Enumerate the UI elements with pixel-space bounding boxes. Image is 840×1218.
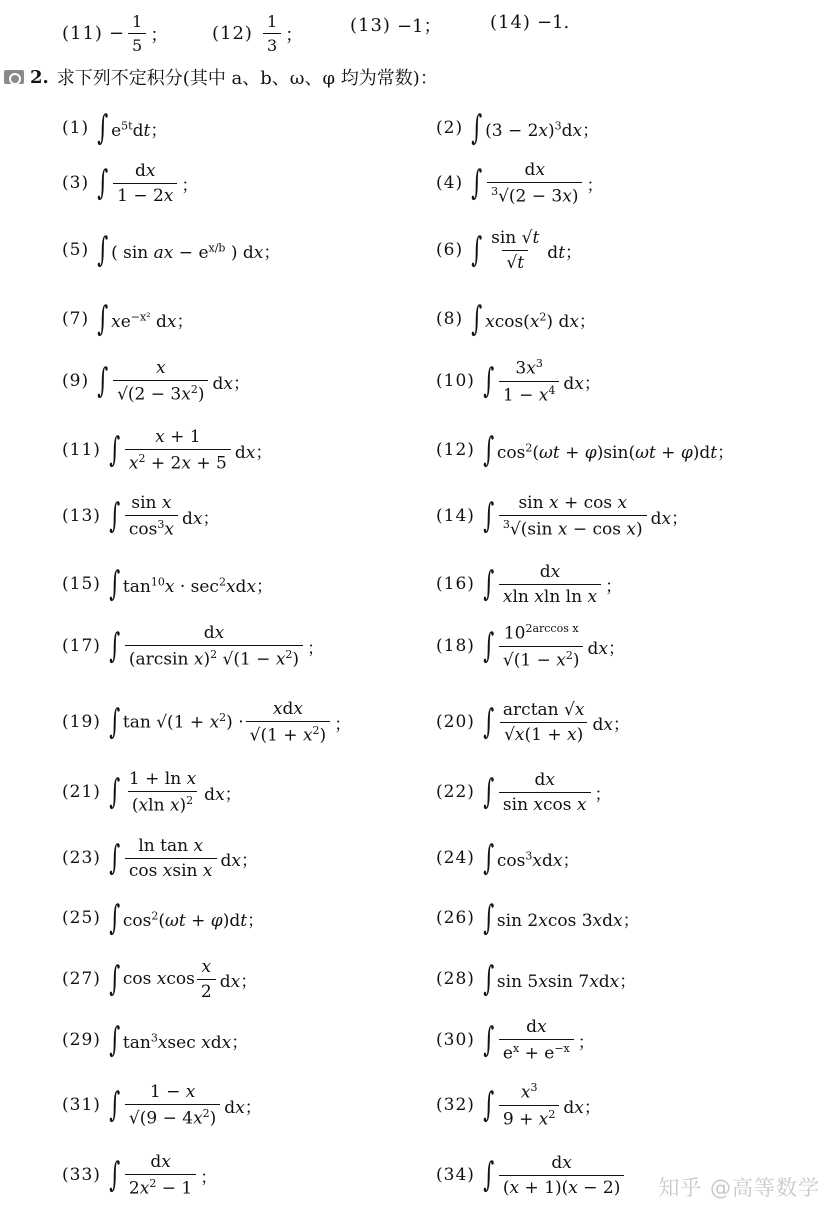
problem-label: (20) <box>436 712 475 732</box>
integrand-fraction <box>197 957 216 1002</box>
integrand: $(3 - 2x)^3dx$； <box>485 118 600 141</box>
denominator: $√(1 + x^2)$ <box>246 721 331 746</box>
integrand: sin 2xcos 3xdx； <box>496 910 640 931</box>
denominator: (arcsin x)$^2$ $√(1 - x^2)$ <box>125 645 303 670</box>
integral-problem <box>62 888 264 948</box>
answer-value: −1； <box>396 16 442 37</box>
integral-sign: ∫ <box>109 959 121 999</box>
answer-label: (14) <box>490 12 531 33</box>
integral-sign: ∫ <box>109 564 121 604</box>
previous-answer <box>212 12 303 55</box>
integral-problem <box>436 888 640 948</box>
integrand-suffix: dx； <box>563 373 601 394</box>
numerator: $x^3$ <box>520 1080 538 1103</box>
key-icon <box>4 70 24 84</box>
problem-label: (1) <box>62 118 90 138</box>
integral-sign: ∫ <box>471 108 483 148</box>
integrand-fraction <box>125 1082 220 1129</box>
integrand-suffix: ； <box>181 175 199 196</box>
integrand-suffix: ； <box>594 784 612 805</box>
integrand-suffix: dx； <box>592 714 630 735</box>
integral-problem <box>62 98 167 158</box>
integral-sign: ∫ <box>109 430 121 470</box>
integral-sign: ∫ <box>97 299 109 339</box>
numerator: dx <box>526 1016 547 1037</box>
denominator: $√(1 - x^2)$ <box>499 646 584 671</box>
integrand-fraction <box>487 160 582 207</box>
integral-problem <box>62 828 258 888</box>
integrand-fraction <box>499 493 647 540</box>
integral-problem <box>436 420 734 480</box>
problem-label: (30) <box>436 1030 475 1050</box>
integral-sign: ∫ <box>483 772 495 812</box>
numerator: dx <box>134 160 156 181</box>
integrand-fraction <box>113 161 177 206</box>
integral-problem <box>436 1075 601 1135</box>
integral-problem <box>436 949 636 1009</box>
denominator: $^3$√(sin x − cos x) <box>499 515 647 540</box>
integrand-suffix: ； <box>605 576 623 597</box>
integrand-fraction <box>125 493 178 540</box>
integral-problem <box>62 1075 262 1135</box>
integrand-suffix: ； <box>307 638 325 659</box>
integral-problem <box>436 1145 628 1205</box>
integral-sign: ∫ <box>109 1020 121 1060</box>
integrand: $xcos(x^2)$ dx； <box>485 309 596 332</box>
integrand-suffix: dx； <box>563 1097 601 1118</box>
problem-label: (18) <box>436 636 475 656</box>
integrand-fraction <box>113 358 208 405</box>
denominator: √x(1 + x) <box>500 722 587 745</box>
integral-problem <box>62 554 273 614</box>
problem-label: (16) <box>436 574 475 594</box>
answer-tail: ； <box>150 24 169 46</box>
numerator: sin √t <box>491 227 540 248</box>
integral-sign: ∫ <box>471 163 483 203</box>
numerator: sin x + cos x <box>518 492 628 513</box>
integral-sign: ∫ <box>483 496 495 536</box>
integral-problem <box>62 420 272 480</box>
numerator: dx <box>524 159 546 180</box>
integrand-fraction <box>499 357 559 405</box>
exercise-title: 求下列不定积分(其中 a、b、ω、φ 均为常数)： <box>56 68 438 89</box>
denominator: $^3$√(2 − 3x) <box>487 182 582 207</box>
integral-problem <box>436 762 612 822</box>
denominator: $x^2 + 2x + 5$ <box>125 449 231 474</box>
integral-sign: ∫ <box>97 361 109 401</box>
problem-label: (15) <box>62 574 101 594</box>
integrand-fraction <box>125 836 217 881</box>
watermark: 知乎 @高等数学 <box>658 1176 820 1200</box>
problem-label: (13) <box>62 506 101 526</box>
integral-sign: ∫ <box>483 361 495 401</box>
problem-label: (21) <box>62 782 101 802</box>
numerator: dx <box>203 622 225 643</box>
integrand: $\tan^{10}x \cdot \sec^2xdx$； <box>122 574 274 597</box>
integrand: ( sin ax − $e^{x/b}$ ) dx； <box>111 240 281 263</box>
integral-sign: ∫ <box>483 1155 495 1195</box>
denominator: (xln x)$^2$ <box>128 791 197 816</box>
problem-label: (26) <box>436 908 475 928</box>
denominator: xln xln ln x <box>499 584 601 607</box>
denominator: $9 + x^2$ <box>499 1105 559 1130</box>
integral-sign: ∫ <box>109 496 121 536</box>
integrand-suffix: dx； <box>224 1097 262 1118</box>
problem-label: (17) <box>62 636 101 656</box>
numerator: $3x^3$ <box>515 356 543 379</box>
integral-sign: ∫ <box>97 230 109 270</box>
integrand-fraction <box>487 228 543 273</box>
integral-problem <box>62 762 242 822</box>
integrand-suffix: dx； <box>650 508 689 529</box>
integrand-suffix: dx； <box>212 373 250 394</box>
answer-value: −1. <box>536 12 570 33</box>
integral-problem <box>62 692 351 752</box>
integrand: $e^{5t}dt$； <box>111 118 168 141</box>
integrand-fraction <box>125 769 200 816</box>
integral-sign: ∫ <box>471 299 483 339</box>
denominator: 1 − 2x <box>113 183 177 206</box>
integrand-suffix: ； <box>577 1032 595 1053</box>
answer-label: (13) <box>350 14 391 36</box>
exercise-header <box>4 64 438 90</box>
integral-problem <box>62 351 250 411</box>
denominator: $\cos^3x$ <box>125 515 178 540</box>
numerator: ln tan x <box>138 835 204 856</box>
integrand-suffix: dx； <box>181 508 220 529</box>
problem-label: (12) <box>436 440 475 460</box>
integral-problem <box>436 351 601 411</box>
numerator: 1 + ln x <box>128 768 197 789</box>
numerator: x <box>155 357 166 378</box>
problem-label: (28) <box>436 969 475 989</box>
denominator: 2 <box>197 979 216 1002</box>
integral-problem <box>436 554 622 614</box>
problem-label: (4) <box>436 173 464 193</box>
problem-label: (10) <box>436 371 475 391</box>
integral-problem <box>62 949 257 1009</box>
integral-sign: ∫ <box>109 838 121 878</box>
integral-problem <box>62 486 219 546</box>
integrand-fraction <box>125 427 231 474</box>
denominator: cos xsin x <box>125 858 217 881</box>
integral-sign: ∫ <box>483 1085 495 1125</box>
problem-label: (22) <box>436 782 475 802</box>
integral-sign: ∫ <box>109 702 121 742</box>
integral-sign: ∫ <box>483 626 495 666</box>
numerator: xdx <box>272 698 303 719</box>
integral-problem <box>62 1145 217 1205</box>
previous-answer <box>490 12 569 33</box>
integrand-fraction <box>246 699 331 746</box>
integral-problem <box>436 828 579 888</box>
answer-fraction: $\frac{1}{3}$ <box>263 12 281 55</box>
previous-answer <box>62 12 168 55</box>
problem-label: (5) <box>62 240 90 260</box>
integral-sign: ∫ <box>483 1020 495 1060</box>
integral-sign: ∫ <box>97 163 109 203</box>
integral-problem <box>436 1010 595 1070</box>
answer-sign: − <box>108 23 125 44</box>
integrand-suffix: ； <box>334 714 352 735</box>
integrand: sin 5xsin 7xdx； <box>496 971 637 992</box>
integral-sign: ∫ <box>109 898 121 938</box>
integral-problem <box>436 153 603 213</box>
numerator: $10^{2arccos x}$ <box>503 621 579 644</box>
denominator: √t <box>502 250 528 273</box>
numerator: 1 − x <box>149 1081 196 1102</box>
integrand-fraction <box>499 562 601 607</box>
integral-sign: ∫ <box>483 702 495 742</box>
problem-label: (6) <box>436 240 464 260</box>
integrand: $\tan^3xsec$ xdx； <box>122 1030 249 1053</box>
integral-problem <box>436 616 625 676</box>
denominator: $2x^2 - 1$ <box>125 1174 196 1199</box>
integrand-suffix: dx； <box>220 850 258 871</box>
numerator: x <box>201 956 212 977</box>
numerator: sin x <box>131 492 172 513</box>
problem-label: (7) <box>62 309 90 329</box>
problem-label: (31) <box>62 1095 101 1115</box>
problem-label: (8) <box>436 309 464 329</box>
integrand-prefix: cos xcos <box>122 969 195 989</box>
numerator: x + 1 <box>155 426 201 447</box>
problem-label: (14) <box>436 506 475 526</box>
integral-problem <box>436 289 596 349</box>
integral-problem <box>62 616 324 676</box>
denominator: sin xcos x <box>499 792 591 815</box>
integrand-suffix: dx； <box>204 784 242 805</box>
denominator: (x + 1)(x − 2) <box>499 1175 624 1198</box>
problem-label: (2) <box>436 118 464 138</box>
integral-sign: ∫ <box>483 898 495 938</box>
denominator: $√(2 - 3x^2)$ <box>113 380 208 405</box>
integral-sign: ∫ <box>109 1085 121 1125</box>
denominator: $√(9 - 4x^2)$ <box>125 1104 220 1129</box>
problem-label: (29) <box>62 1030 101 1050</box>
problem-label: (11) <box>62 440 101 460</box>
problem-label: (27) <box>62 969 101 989</box>
integrand: $\cos^2(\omega t + \varphi)dt$； <box>122 908 265 931</box>
integrand-suffix: dx； <box>587 638 625 659</box>
integral-sign: ∫ <box>109 772 121 812</box>
numerator: dx <box>551 1152 572 1173</box>
integral-problem <box>62 220 280 280</box>
integrand: $\cos^2(\omega t + \varphi)\sin(\omega t + \varphi)dt$； <box>496 440 735 463</box>
denominator: $e^x + e^{-x}$ <box>499 1039 574 1064</box>
integrand-suffix: dt； <box>547 242 583 263</box>
numerator: dx <box>534 769 555 790</box>
integrand-fraction <box>499 770 591 815</box>
answer-label: (11) <box>62 23 103 44</box>
integral-problem <box>436 486 688 546</box>
problem-label: (23) <box>62 848 101 868</box>
integral-sign: ∫ <box>483 564 495 604</box>
integrand-prefix: $\tan √(1 + x^2)$ · <box>122 711 244 733</box>
integral-problem <box>436 692 630 752</box>
integral-sign: ∫ <box>471 230 483 270</box>
integrand-suffix: dx； <box>234 442 273 463</box>
integral-problem <box>436 98 599 158</box>
integral-sign: ∫ <box>97 108 109 148</box>
integral-sign: ∫ <box>109 1155 121 1195</box>
answer-fraction: $\frac{1}{5}$ <box>128 12 146 55</box>
problem-label: (9) <box>62 371 90 391</box>
denominator: $1 - x^4$ <box>499 381 559 406</box>
problem-label: (33) <box>62 1165 101 1185</box>
integrand-fraction <box>125 1152 196 1199</box>
numerator: dx <box>539 561 561 582</box>
integral-problem <box>62 1010 248 1070</box>
numerator: arctan √x <box>502 699 585 720</box>
integral-sign: ∫ <box>483 430 495 470</box>
previous-answer <box>350 12 442 38</box>
integral-sign: ∫ <box>109 626 121 666</box>
answer-label: (12) <box>212 23 253 44</box>
integrand-fraction <box>499 1153 624 1198</box>
integral-problem <box>62 153 198 213</box>
integrand: $\cos^3xdx$； <box>496 848 580 871</box>
integrand-fraction <box>499 1081 559 1129</box>
exercise-number: 2. <box>30 66 49 88</box>
integral-sign: ∫ <box>483 959 495 999</box>
integral-problem <box>62 289 193 349</box>
integrand-fraction <box>499 622 584 670</box>
integrand-fraction <box>499 1017 574 1064</box>
answer-tail: ； <box>285 24 304 46</box>
problem-label: (34) <box>436 1165 475 1185</box>
problem-label: (3) <box>62 173 90 193</box>
problem-label: (32) <box>436 1095 475 1115</box>
integrand: $xe^{-x^2}$ dx； <box>111 309 194 332</box>
integrand-fraction <box>125 623 303 670</box>
numerator: dx <box>150 1151 171 1172</box>
integral-problem <box>436 220 582 280</box>
problem-label: (25) <box>62 908 101 928</box>
integrand-suffix: ； <box>200 1167 218 1188</box>
integrand-suffix: ； <box>586 175 604 196</box>
integral-sign: ∫ <box>483 838 495 878</box>
problem-label: (24) <box>436 848 475 868</box>
integrand-fraction <box>499 700 589 745</box>
integrand-suffix: dx； <box>219 971 258 992</box>
problem-label: (19) <box>62 712 101 732</box>
